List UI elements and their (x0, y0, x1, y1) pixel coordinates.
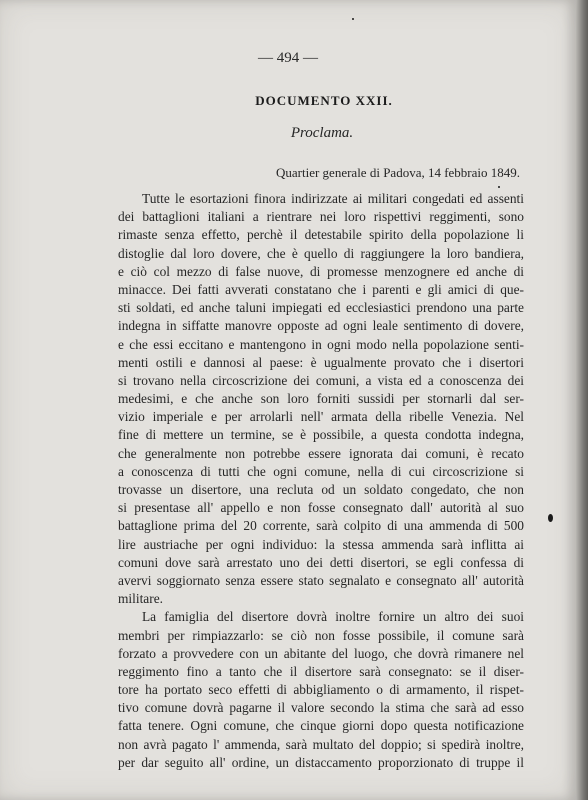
page-edge (576, 0, 588, 800)
text-line: rimaste senza effetto, perchè il detestabile spirito della popolazione li (118, 227, 524, 243)
text-line: battaglione prima del 20 corrente, sarà colpito di una ammenda di 500 (118, 518, 524, 534)
text-line: avervi soggiornato senza essere stato segnalato e consegnato all' autorità (118, 572, 524, 588)
text-line: forzato a provvedere con un abitante del luogo, che dovrà rimanere nel (118, 645, 524, 661)
text-line: distoglie dal loro dovere, che è quello di raggiungere la loro bandiera, (118, 245, 524, 261)
text-line: e ciò col mezzo di false nuove, di promesse menzognere ed anche di (118, 263, 524, 279)
dateline: Quartier generale di Padova, 14 febbraio 1849. (276, 165, 521, 180)
ink-speck (498, 186, 500, 188)
document-subtitle: Proclama. (290, 125, 354, 141)
text-line: comuni dove sarà arrestato uno dei detti disertori, se egli confessa di (118, 554, 524, 570)
text-line: sti soldati, ed anche taluni impiegati ed ecclesiastici prendono una parte (118, 300, 524, 316)
text-line: minacce. Dei fatti avverati constatano che i parenti e gli amici di que- (118, 281, 524, 297)
text-line: membri per rimpiazzarlo: se ciò non fosse possibile, il comune sarà (118, 627, 524, 643)
text-line: indegna in siffatte manovre opposte ad ogni leale sentimento di dovere, (118, 318, 524, 334)
text-line: medesimi, e che anche son loro forniti sussidi per stornarli dal ser- (118, 391, 524, 407)
text-line: che generalmente non potrebbe essere ignorata dai comuni, è recato (118, 445, 524, 461)
text-line: vizio imperiale e per arrolarli nell' armata della ribelle Venezia. Nel (118, 409, 524, 425)
ink-speck (548, 514, 553, 522)
text-line: tore ha portato seco effetti di abbigliamento o di armamento, il rispet- (118, 682, 524, 698)
text-line: lire austriache per ogni individuo: la stessa ammenda sarà inflitta ai (118, 536, 524, 552)
text-line: per dar seguito all' ordine, un distaccamento proporzionato di truppe il (118, 754, 524, 770)
text-line: menti ostili e dannosi al paese: è ugualmente provato che i disertori (118, 354, 524, 370)
text-line: tivo comune dovrà pagarne il valore secondo la stima che sarà ad esso (118, 700, 524, 716)
text-line: trovasse un disertore, una recluta od un soldato congedato, che non (118, 482, 524, 497)
text-line: a conoscenza di tutti che ogni comune, nella di cui circoscrizione si (118, 463, 524, 479)
text-line: militare. (118, 591, 163, 607)
text-line: e che essi eccitano e mantengono in ogni modo nella popolazione senti- (118, 336, 524, 352)
text-line: Tutte le esortazioni finora indirizzate ai militari congedati ed assenti (142, 191, 524, 206)
text-line: dei battaglioni italiani a rientrare nei loro rispettivi reggimenti, sono (118, 209, 524, 225)
text-line: La famiglia del disertore dovrà inoltre fornire un altro dei suoi (142, 609, 524, 625)
ink-speck (352, 18, 354, 20)
page-number: — 494 — (258, 50, 318, 66)
document-heading: DOCUMENTO XXII. (255, 93, 393, 108)
body-text (118, 190, 524, 772)
text-line: si trovano nella circoscrizione dei comuni, a vista ed a conoscenza dei (118, 372, 524, 388)
text-line: reggimento fino a tanto che il disertore sarà consegnato: se il diser- (118, 663, 524, 679)
text-line: fine di mettere un termine, se è possibile, a questa condotta indegna, (118, 427, 524, 443)
text-line: non avrà pagato l' ammenda, sarà multato del doppio; si spedirà inoltre, (118, 736, 524, 752)
text-line: si presentase all' appello e non fosse consegnato dall' autorità al suo (118, 500, 524, 516)
text-line: fatta tenere. Ogni comune, che cinque giorni dopo questa notificazione (118, 718, 524, 734)
